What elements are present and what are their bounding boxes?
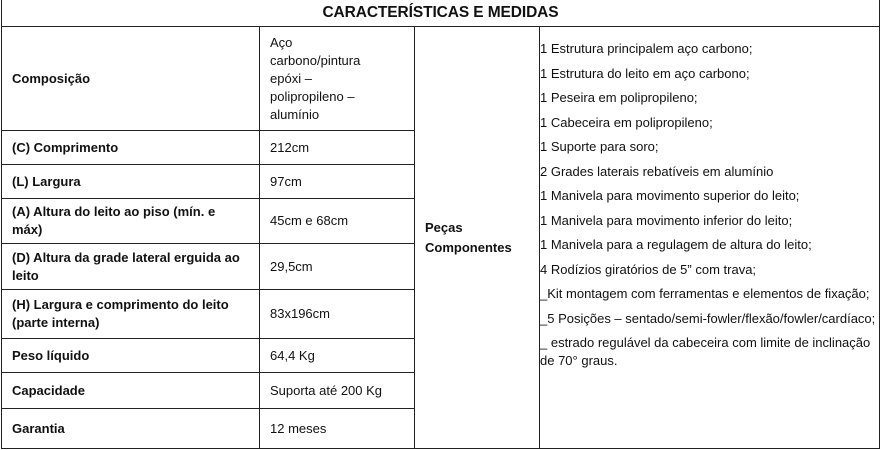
- spec-row-dimensoes-internas: [2, 290, 414, 339]
- spec-label: (H) Largura e comprimento do leito (parte interna): [2, 290, 260, 338]
- spec-label: (D) Altura da grade lateral erguida ao leito: [2, 244, 260, 289]
- spec-row-altura-grade: [2, 244, 414, 290]
- spec-label: (A) Altura do leito ao piso (mín. e máx): [2, 199, 260, 243]
- spec-value: 12 meses: [270, 420, 327, 436]
- spec-row-composicao: [2, 27, 414, 131]
- list-item: 1 Estrutura principalem aço carbono;: [540, 41, 753, 56]
- spec-label: (L) Largura: [2, 165, 260, 198]
- spec-row-largura: [2, 165, 414, 199]
- list-item: 4 Rodízios giratórios de 5” com trava;: [540, 261, 757, 277]
- list-item: _ estrado regulável da cabeceira com limite de inclinação de 70° graus.: [540, 335, 871, 368]
- spec-row-capacidade: [2, 373, 414, 409]
- spec-label: Composição: [2, 27, 260, 130]
- spec-label: (C) Comprimento: [2, 131, 260, 164]
- parts-list: [540, 40, 876, 377]
- spec-value: 97cm: [270, 173, 302, 189]
- list-item: 1 Peseira em polipropileno;: [540, 90, 698, 105]
- spec-value: 64,4 Kg: [270, 347, 315, 363]
- table-title: CARACTERÍSTICAS E MEDIDAS: [2, 0, 879, 27]
- list-item: 1 Manivela para movimento superior do leito;: [540, 188, 800, 203]
- list-item: 2 Grades laterais rebatíveis em alumínio: [540, 163, 774, 179]
- spec-value: 83x196cm: [270, 306, 330, 321]
- spec-value: 45cm e 68cm: [270, 213, 349, 228]
- spec-label: Garantia: [2, 409, 260, 448]
- list-item: _Kit montagem com ferramentas e elementos de fixação;: [540, 286, 870, 301]
- list-item: 1 Manivela para a regulagem de altura do leito;: [540, 237, 812, 252]
- specs-table: [1, 0, 880, 449]
- list-item: 1 Cabeceira em polipropileno;: [540, 114, 713, 130]
- list-item: 1 Estrutura do leito em aço carbono;: [540, 65, 750, 81]
- parts-label: Peças Componentes: [425, 219, 512, 255]
- list-item: 1 Manivela para movimento inferior do leito;: [540, 212, 793, 228]
- spec-value: 29,5cm: [270, 258, 313, 274]
- spec-value: Aço carbono/pintura epóxi – polipropileno – alumínio: [270, 34, 361, 122]
- spec-value: Suporta até 200 Kg: [270, 382, 383, 398]
- spec-label: Peso líquido: [2, 339, 260, 372]
- spec-value: 212cm: [270, 139, 310, 155]
- spec-label: Capacidade: [2, 373, 260, 408]
- spec-row-garantia: [2, 409, 414, 448]
- list-item: 1 Suporte para soro;: [540, 139, 659, 154]
- spec-row-altura-leito: [2, 199, 414, 244]
- spec-row-comprimento: [2, 131, 414, 165]
- spec-row-peso: [2, 339, 414, 373]
- list-item: _5 Posições – sentado/semi-fowler/flexão/fowler/cardíaco;: [540, 310, 876, 326]
